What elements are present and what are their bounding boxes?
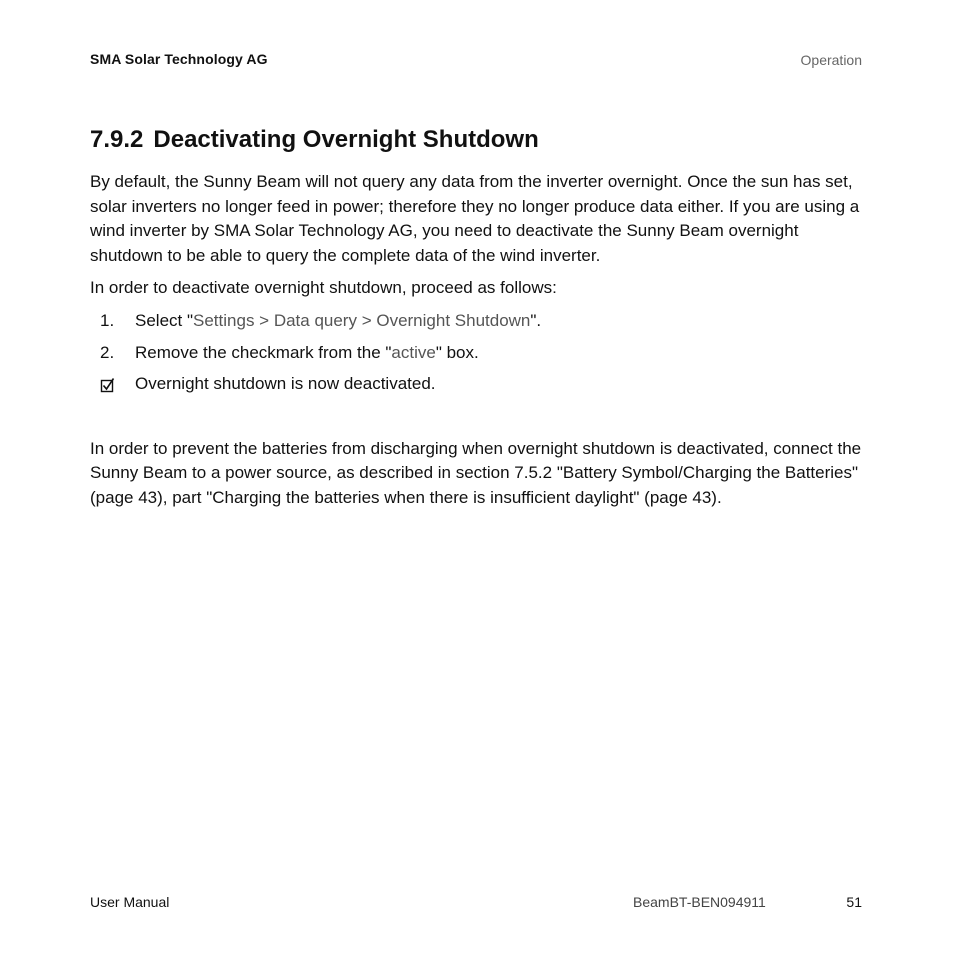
- step-1: [90, 309, 865, 333]
- section-title: Deactivating Overnight Shutdown: [153, 126, 539, 153]
- step-text: [135, 341, 865, 366]
- step-number: 1.: [100, 310, 115, 330]
- intro-paragraph: By default, the Sunny Beam will not query any data from the inverter overnight. Once the sun has set, solar inverters no longer feed in power; therefore they no longer produce data either. If you are using a wind inverter by SMA Solar Technology AG, you need to deactivate the Sunny Beam overnight shutdown to be able to query the complete data of the wind inverter.: [90, 172, 860, 265]
- section-number: 7.9.2: [90, 126, 144, 153]
- checked-box-icon: [90, 377, 135, 393]
- result-text: Overnight shutdown is now deactivated.: [135, 374, 436, 394]
- step-suffix: ".: [530, 310, 542, 330]
- step-prefix: Select ": [135, 310, 194, 330]
- result-line: [90, 373, 865, 397]
- step-prefix: Remove the checkmark from the ": [135, 342, 392, 362]
- section-heading: [90, 126, 539, 154]
- menu-path: Settings > Data query > Overnight Shutdown: [193, 310, 531, 330]
- header-section: Operation: [800, 52, 862, 68]
- step-text: [135, 309, 865, 334]
- footer-document-type: User Manual: [90, 894, 170, 910]
- section-body: [90, 170, 865, 510]
- footer-document-code: BeamBT-BEN094911: [633, 894, 766, 910]
- menu-option: active: [391, 342, 436, 362]
- step-suffix: " box.: [435, 342, 479, 362]
- battery-note-paragraph: In order to prevent the batteries from discharging when overnight shutdown is deactivated, connect the Sunny Beam to a power source, as described in section 7.5.2 "Battery Symbol/Charging the Batteries" (page 43), part "Charging the batteries when there is insufficient daylight" (page 43).: [90, 438, 862, 507]
- step-2: [90, 341, 865, 365]
- procedure-intro: In order to deactivate overnight shutdown, proceed as follows:: [90, 278, 557, 297]
- header-company: SMA Solar Technology AG: [90, 51, 268, 67]
- page-number: 51: [846, 894, 862, 910]
- step-number: 2.: [100, 342, 115, 362]
